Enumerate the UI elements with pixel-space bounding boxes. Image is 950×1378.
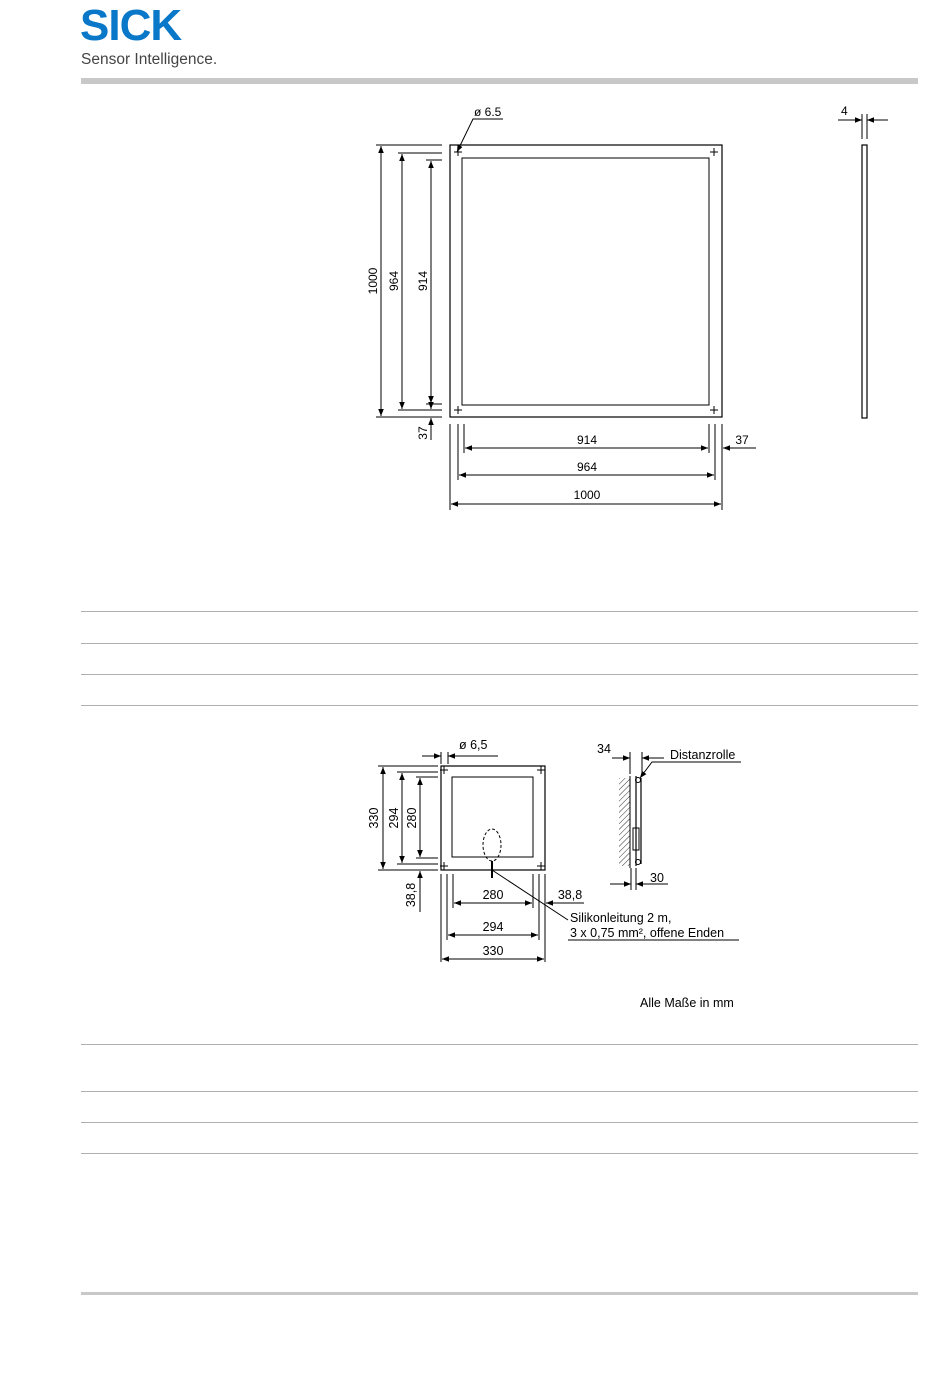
cable-label-line1: Silikonleitung 2 m, — [570, 911, 672, 925]
dim-38-8-vertical: 38,8 — [404, 882, 418, 908]
dim-914-horizontal: 914 — [576, 433, 598, 447]
dim-280-horizontal: 280 — [482, 888, 504, 902]
spacer-label: Distanzrolle — [670, 748, 736, 762]
cable-label-line2: 3 x 0,75 mm², offene Enden — [570, 926, 725, 940]
dim-294-horizontal: 294 — [482, 920, 504, 934]
dim-38-8-horizontal: 38,8 — [557, 888, 583, 902]
heater-outline — [441, 766, 545, 870]
dim-294-vertical: 294 — [387, 807, 401, 829]
thickness-label: 4 — [841, 104, 848, 118]
hole-diameter-label: ø 6.5 — [474, 105, 502, 119]
dim-37-horizontal: 37 — [735, 433, 749, 447]
dim-330-horizontal: 330 — [482, 944, 504, 958]
sick-logo: SICK — [80, 1, 182, 50]
dim-330-vertical: 330 — [367, 807, 381, 829]
dim-280-vertical: 280 — [405, 807, 419, 829]
dim-37-vertical: 37 — [416, 426, 430, 440]
dim-1000-horizontal: 1000 — [573, 488, 601, 502]
heater-window — [452, 777, 533, 857]
dim-964-horizontal: 964 — [576, 460, 598, 474]
units-note: Alle Maße in mm — [640, 996, 734, 1010]
dim-914-vertical: 914 — [416, 270, 430, 292]
dim-964-vertical: 964 — [387, 270, 401, 292]
wall-hatch — [619, 778, 630, 866]
side-bottom-label: 30 — [650, 871, 664, 885]
dim-1000-vertical: 1000 — [366, 267, 380, 295]
depth-label: 34 — [597, 742, 611, 756]
hole-diameter-label: ø 6,5 — [459, 738, 488, 752]
logo-tagline: Sensor Intelligence. — [81, 51, 218, 68]
